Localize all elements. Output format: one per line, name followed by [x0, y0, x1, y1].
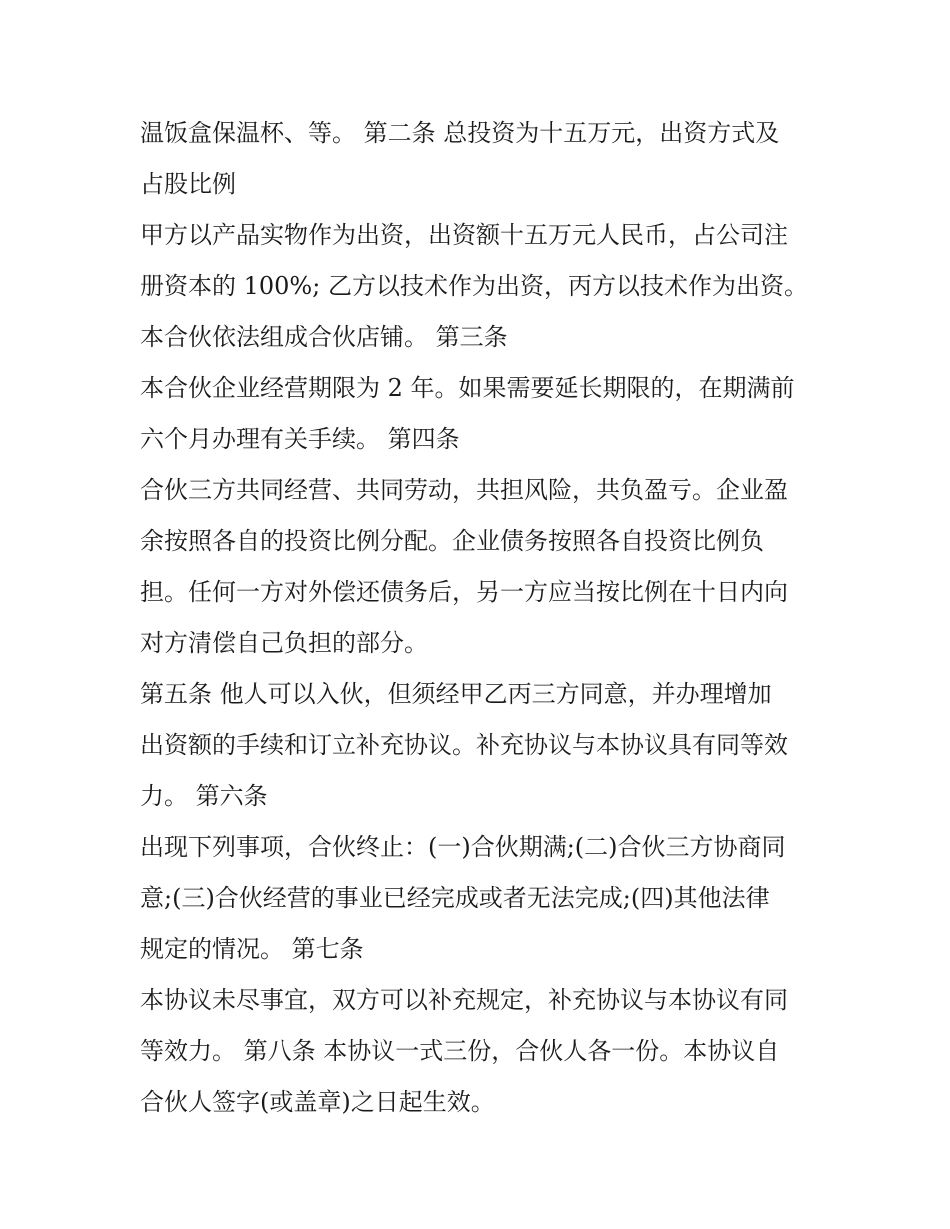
text-line-15: 出现下列事项，合伙终止：(一)合伙期满;(二)合伙三方协商同 — [140, 833, 786, 861]
text-line-9: 余按照各自的投资比例分配。企业债务按照各自投资比例负 — [140, 527, 764, 555]
text-line-3: 甲方以产品实物作为出资，出资额十五万元人民币，占公司注 — [140, 221, 788, 249]
text-line-12: 第五条 他人可以入伙，但须经甲乙丙三方同意，并办理增加 — [140, 680, 772, 708]
text-line-5: 本合伙依法组成合伙店铺。 第三条 — [140, 323, 508, 351]
text-line-16: 意;(三)合伙经营的事业已经完成或者无法完成;(四)其他法律 — [140, 884, 770, 912]
text-line-14: 力。 第六条 — [140, 782, 268, 810]
text-line-7: 六个月办理有关手续。 第四条 — [140, 425, 460, 453]
text-line-4: 册资本的 100%; 乙方以技术作为出资，丙方以技术作为出资。 — [140, 272, 808, 300]
text-line-17: 规定的情况。 第七条 — [140, 935, 364, 963]
text-line-18: 本协议未尽事宜，双方可以补充规定，补充协议与本协议有同 — [140, 986, 788, 1014]
text-line-13: 出资额的手续和订立补充协议。补充协议与本协议具有同等效 — [140, 731, 788, 759]
text-line-10: 担。任何一方对外偿还债务后，另一方应当按比例在十日内向 — [140, 578, 788, 606]
text-line-1: 温饭盒保温杯、等。 第二条 总投资为十五万元，出资方式及 — [140, 119, 780, 147]
text-line-11: 对方清偿自己负担的部分。 — [140, 629, 428, 657]
text-line-6: 本合伙企业经营期限为 2 年。如果需要延长期限的，在期满前 — [140, 374, 795, 402]
text-line-8: 合伙三方共同经营、共同劳动，共担风险，共负盈亏。企业盈 — [140, 476, 788, 504]
text-line-2: 占股比例 — [140, 170, 236, 198]
text-line-19: 等效力。 第八条 本协议一式三份，合伙人各一份。本协议自 — [140, 1037, 780, 1065]
text-line-20: 合伙人签字(或盖章)之日起生效。 — [140, 1088, 495, 1116]
document-body — [140, 108, 820, 1128]
